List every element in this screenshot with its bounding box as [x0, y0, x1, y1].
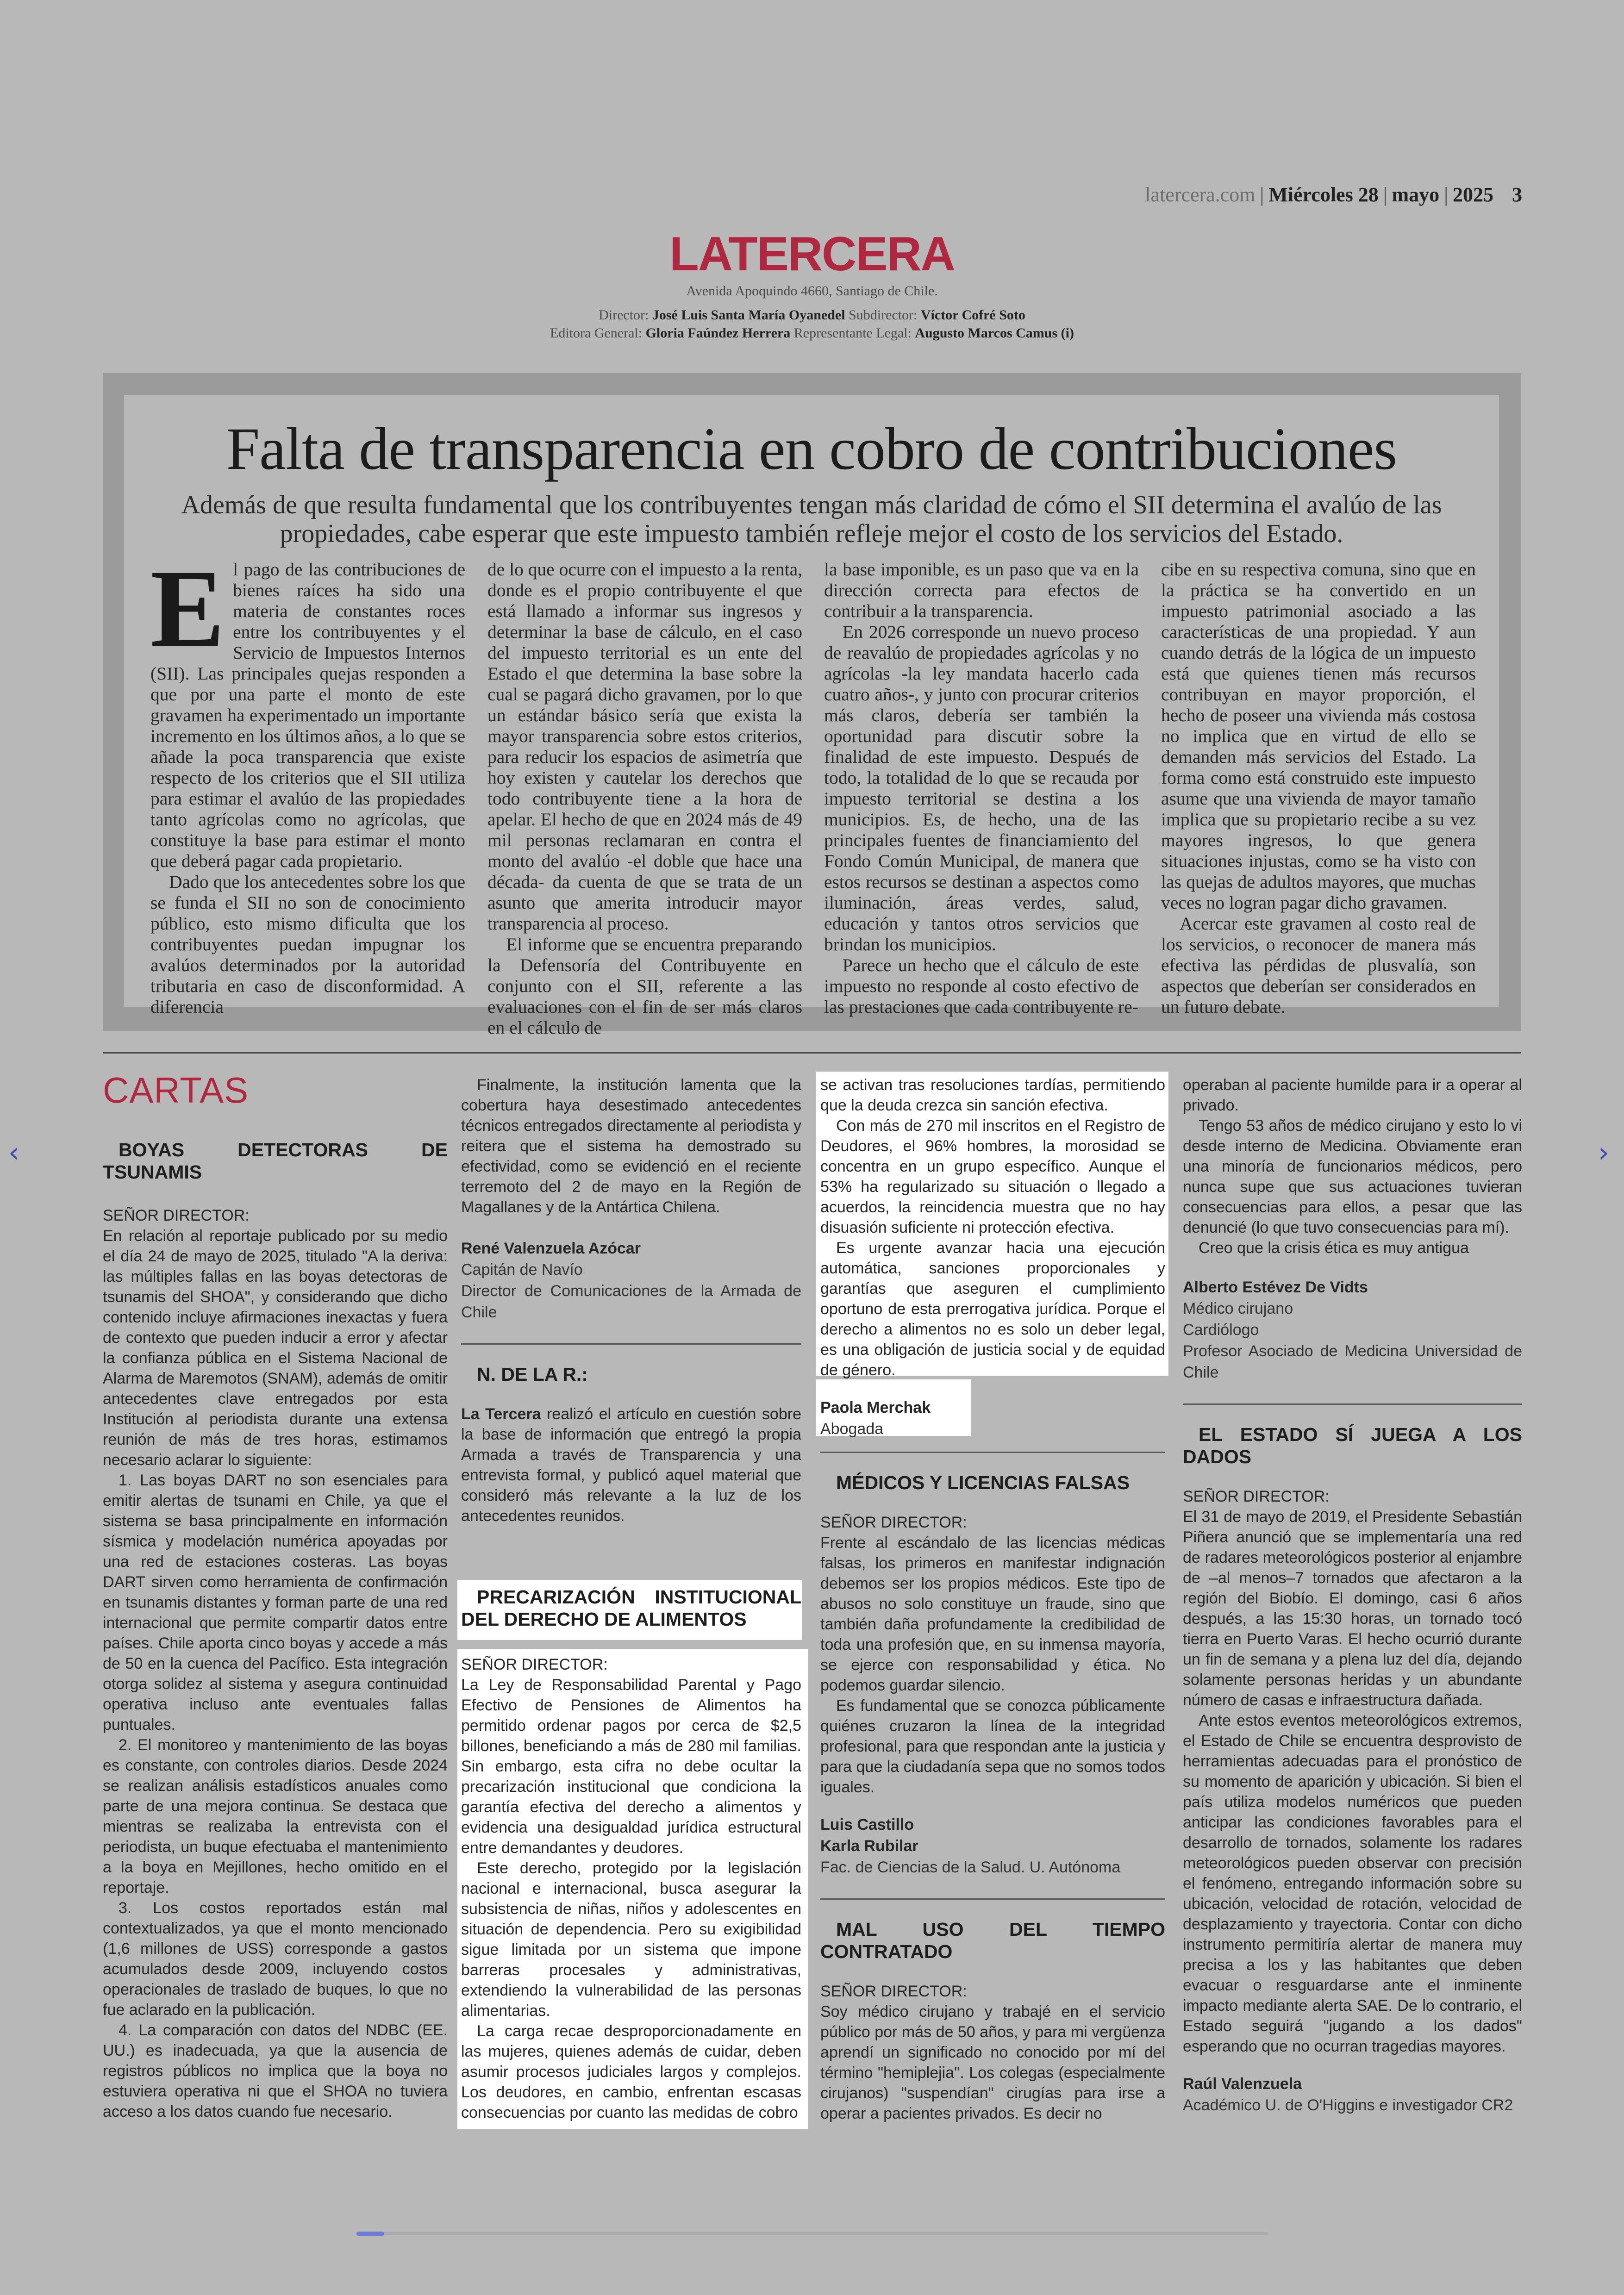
letter-paragraph: 3. Los costos reportados están mal contextualizados, ya que el monto mencionado (1,6 millones de USS) corresponde a gastos acumulados desde 2009, incluyendo costos operacionales de traslado de buques, lo que no fue aclarado en la publicación.: [103, 1899, 448, 2019]
signature-role: Académico U. de O'Higgins e investigador CR2: [1183, 2096, 1513, 2114]
drop-cap: E: [150, 547, 225, 670]
letters-column-2-lower: [461, 1579, 801, 2123]
letter-paragraph: Frente al escándalo de las licencias médicas falsas, los primeros en manifestar indignación debemos ser los propios médicos. Este tipo de abusos no solo constituye un fraude, sino que también daña profundamente la credibilidad de toda una profesión que, en su inmensa mayoría, se ejerce con responsabilidad y ética. No podemos guardar silencio.: [820, 1534, 1165, 1694]
salutation: SEÑOR DIRECTOR:: [820, 1983, 967, 2000]
letters-column-2: [461, 1075, 801, 1526]
editorial-paragraph: En 2026 corresponde un nuevo proceso de reavalúo de propiedades agrícolas y no agrícolas -la ley mandata hacerlo cada cuatro años-, y junto con procurar criterios más claros, debería ser también la oportunidad para discutir sobre la finalidad de este impuesto. Después de todo, la totalidad de lo que se recauda por impuesto territorial se destina a los municipios. Es, de hecho, una de las principales fuentes de financiamiento del Fondo Común Municipal, de manera que estos recursos se destinan a aspectos como iluminación, áreas verdes, salud, educación y tantos otros servicios que brindan los municipios.: [824, 622, 1139, 954]
signature: René Valenzuela Azócar: [461, 1240, 641, 1257]
letter-paragraph: Ante estos eventos meteorológicos extremos, el Estado de Chile se encuentra desprovisto de herramientas adecuadas para el pronóstico de su momento de aparición y ubicación. Si bien el país utiliza modelos numéricos que pueden anticipar las condiciones favorables para el desarrollo de tornados, solamente los radares meteorológicos pueden observar con precisión el fenómeno, entregando información sobre su ubicación, velocidad de rotación, velocidad de desplazamiento y trayectoria. Contar con dicho instrumento permitiría alertar de manera muy precisa a los y las habitantes que deben evacuar o resguardarse ante el inminente impacto mediante alerta SAE. De lo contrario, el Estado seguirá "jugando a los dados" esperando que no ocurran tragedias mayores.: [1183, 1712, 1522, 2055]
editorial-paragraph: Acercar este gravamen al costo real de los servicios, o reconocer de manera más efectiva las pérdidas de plusvalía, son aspectos que deberían ser considerados en un futuro debate.: [1161, 913, 1476, 1017]
letter-heading: MÉDICOS Y LICENCIAS FALSAS: [836, 1472, 1130, 1493]
letter-divider: [820, 1898, 1165, 1900]
signature: Karla Rubilar: [820, 1837, 918, 1855]
next-page-button[interactable]: ›: [1598, 1136, 1609, 1169]
salutation: SEÑOR DIRECTOR:: [103, 1207, 250, 1224]
letter-paragraph: operaban al paciente humilde para ir a operar al privado.: [1183, 1076, 1522, 1114]
letter-paragraph: Con más de 270 mil inscritos en el Registro de Deudores, el 96% hombres, la morosidad se concentra en un grupo específico. Aunque el 53% ha regularizado su situación o llegado a acuerdos, la reincidencia muestra que no hay disuasión suficiente ni protección efectiva.: [820, 1117, 1165, 1236]
letter-paragraph: Tengo 53 años de médico cirujano y esto lo vi desde interno de Medicina. Obviamente eran una minoría de funcionarios médicos, pero nunca supe que sus actuaciones tuvieran consecuencias para ellos, a pesar que las denuncié (lo que tuvo consecuencias para mí).: [1183, 1117, 1522, 1236]
letter-paragraph: se activan tras resoluciones tardías, permitiendo que la deuda crezca sin sanción efectiva.: [820, 1076, 1165, 1114]
letter-heading: MAL USO DEL TIEMPO CONTRATADO: [820, 1919, 1165, 1962]
letter-heading: N. DE LA R.:: [477, 1364, 588, 1385]
editor-note: La Tercera realizó el artículo en cuestión sobre la base de información que entregó la propia Armada a través de Transparencia y una entrevista formal, y publicó aquel material que consideró más relevante a la luz de los antecedentes reunidos.: [461, 1405, 801, 1525]
editorial-column-4: [1161, 559, 1476, 1017]
letter-paragraph: Creo que la crisis ética es muy antigua: [1199, 1239, 1469, 1257]
editorial-column-3: [824, 559, 1139, 1017]
letter-paragraph: Finalmente, la institución lamenta que la cobertura haya desestimado antecedentes técnicos entregados directamente al periodista y reitera que el sistema ha demostrado su efectividad, como se evidenció en el reciente terremoto del 2 de mayo en la Región de Magallanes y de la Antártica Chilena.: [461, 1076, 801, 1216]
prev-page-button[interactable]: ‹: [8, 1136, 19, 1169]
letter-paragraph: El 31 de mayo de 2019, el Presidente Sebastián Piñera anunció que se implementaría una red de radares meteorológicos posterior al enjambre de –al menos–7 tornados que afectaron a la región del Biobío. El domingo, casi 6 años después, a las 15:30 horas, un tornado tocó tierra en Puerto Varas. El hecho ocurrió durante un fin de semana y a plena luz del día, dejando solamente personas heridas y un abundante número de casas e infraestructura dañada.: [1183, 1508, 1522, 1709]
letter-paragraph: La carga recae desproporcionadamente en las mujeres, quienes además de cuidar, deben asumir procesos judiciales largos y complejos. Los deudores, en cambio, enfrentan escasas consecuencias por cuanto las medidas de cobro: [461, 2022, 801, 2121]
cartas-section-title: CARTAS: [103, 1070, 249, 1110]
letter-heading: EL ESTADO SÍ JUEGA A LOS DADOS: [1183, 1424, 1522, 1467]
page-header-line: latercera.com | Miércoles 28 | mayo | 2025 3: [1145, 183, 1522, 206]
horizontal-scrollbar[interactable]: [356, 2232, 1268, 2235]
signature-role: Director de Comunicaciones de la Armada de Chile: [461, 1282, 801, 1321]
editorial-paragraph: Dado que los antecedentes sobre los que se funda el SII no son de conocimiento público, esto mismo dificulta que los contribuyentes puedan impugnar los avalúos determinados por la autoridad tributaria en caso de disconformidad. A diferencia: [150, 872, 465, 1017]
salutation: SEÑOR DIRECTOR:: [820, 1514, 967, 1531]
section-divider: [103, 1052, 1521, 1054]
letter-paragraph: Es fundamental que se conozca públicamente quiénes cruzaron la línea de la integridad profesional, para que respondan ante la justicia y para que la ciudadanía sepa que no somos todos iguales.: [820, 1697, 1165, 1796]
date-year: 2025: [1453, 183, 1493, 206]
letter-paragraph: Soy médico cirujano y trabajé en el servicio público por más de 50 años, y para mi vergüenza aprendí un significado no conocido por mí del término "hemiplejia". Los colegas (especialmente cirujanos) "suspendían" cirugías para irse a operar a pacientes privados. Es decir no: [820, 2003, 1165, 2122]
signature-role: Fac. de Ciencias de la Salud. U. Autónoma: [820, 1858, 1121, 1876]
editorial-column-2: [487, 559, 803, 1038]
salutation: SEÑOR DIRECTOR:: [461, 1656, 608, 1673]
signature: Alberto Estévez De Vidts: [1183, 1278, 1368, 1296]
editorial-paragraph: Parece un hecho que el cálculo de este impuesto no responde al costo efectivo de las prestaciones que cada contribuyente re-: [824, 955, 1139, 1017]
scrollbar-thumb[interactable]: [356, 2232, 384, 2236]
letters-column-3: [820, 1075, 1165, 2124]
site-name: latercera.com: [1145, 183, 1255, 206]
editorial-column-1: [150, 547, 465, 1017]
letter-paragraph: 1. Las boyas DART no son esenciales para emitir alertas de tsunami en Chile, ya que el sistema se basa principalmente en información sísmica y modelación numérica apoyadas por una red de estaciones costeras. Las boyas DART sirven como herramienta de confirmación en tsunamis distantes y forman parte de una red internacional que permite compartir datos entre países. Chile aporta cinco boyas y accede a más de 50 en la cuenca del Pacífico. Esta integración otorga solidez al sistema y asegura continuidad operativa incluso ante eventuales fallas puntuales.: [103, 1472, 448, 1734]
editorial-paragraph: l pago de las contribuciones de bienes raíces ha sido una materia de constantes roces entre los contribuyentes y el Servicio de Impuestos Internos (SII). Las principales quejas responden a que por una parte el monto de este gravamen ha experimentado un importante incremento en los últimos años, a lo que se añade la poca transparencia que existe respecto de los criterios que el SII utiliza para estimar el avalúo de las propiedades tanto agrícolas como no agrícolas, que constituye la base para estimar el monto que deberá pagar cada propietario.: [150, 559, 465, 871]
masthead-address: Avenida Apoquindo 4660, Santiago de Chile.: [686, 283, 938, 299]
editorial-subtitle: Además de que resulta fundamental que los contribuyentes tengan más claridad de cómo el SII determina el avalúo de las propiedades, cabe esperar que este impuesto también refleje mejor el costo de los servicios del Estado.: [181, 491, 1442, 548]
editorial-paragraph: cibe en su respectiva comuna, sino que en la práctica se ha convertido en un impuesto patrimonial asociado a las características de una propiedad. Y aun cuando detrás de la lógica de un impuesto está que quienes tienen más recursos contribuyan en mayor proporción, el hecho de poseer una vivienda más costosa no implica que en virtud de ello se demanden más servicios del Estado. La forma como está construido este impuesto asume que una vivienda de mayor tamaño implica que su propietario recibe a su vez mayores ingresos, lo que genera situaciones injustas, como se ha visto con las quejas de adultos mayores, que muchas veces no logran pagar dicho gravamen.: [1161, 559, 1476, 913]
signature-role: Cardiólogo: [1183, 1321, 1259, 1339]
masthead-editors: Editora General: Gloria Faúndez Herrera Representante Legal: Augusto Marcos Camus (i): [550, 325, 1074, 341]
page-number: 3: [1512, 183, 1522, 206]
letter-paragraph: Este derecho, protegido por la legislación nacional e internacional, busca asegurar la subsistencia de niñas, niños y adolescentes en situación de dependencia. Pero su exigibilidad sigue limitada por un sistema que impone barreras procesales y administrativas, extendiendo la vulnerabilidad de las personas alimentarias.: [461, 1859, 801, 2020]
salutation: SEÑOR DIRECTOR:: [1183, 1488, 1330, 1505]
date-month: mayo: [1392, 183, 1440, 206]
date-day: Miércoles 28: [1268, 183, 1379, 206]
letters-column-4: [1183, 1075, 1522, 2116]
letter-heading: BOYAS DETECTORAS DE TSUNAMIS: [103, 1139, 448, 1183]
letter-divider: [1183, 1403, 1522, 1405]
signature: Luis Castillo: [820, 1816, 914, 1834]
letter-paragraph: 2. El monitoreo y mantenimiento de las boyas es constante, con controles diarios. Desde 2024 se realizan análisis estadísticos anuales como parte de una mejora continua. Se destaca que mientras se realizaba la entrevista con el periodista, un buque efectuaba el mantenimiento a la boya en Mejillones, hecho omitido en el reportaje.: [103, 1736, 448, 1896]
signature-role: Médico cirujano: [1183, 1300, 1293, 1317]
signature-role: Profesor Asociado de Medicina Universidad de Chile: [1183, 1342, 1522, 1381]
signature-role: Capitán de Navío: [461, 1261, 583, 1278]
letters-column-1: [103, 1139, 448, 2122]
signature: Raúl Valenzuela: [1183, 2075, 1302, 2093]
letter-paragraph: Es urgente avanzar hacia una ejecución automática, sanciones proporcionales y garantías que aseguren el cumplimiento oportuno de esta prerrogativa jurídica. Porque el derecho a alimentos no es solo un deber legal, es una obligación de justicia social y de equidad de género.: [820, 1239, 1165, 1379]
editorial-paragraph: de lo que ocurre con el impuesto a la renta, donde es el propio contribuyente el que está llamado a informar sus ingresos y determinar la base de cálculo, en el caso del impuesto territorial es un ente del Estado el que determina la base sobre la cual se pagará dicho gravamen, por lo que un estándar básico sería que exista la mayor transparencia sobre estos criterios, para reducir los espacios de asimetría que hoy existen y cautelar los derechos que todo contribuyente tiene a la hora de apelar. El hecho de que en 2024 más de 49 mil personas reclamaran en contra el monto del avalúo -el doble que hace una década- da cuenta de que se trata de un asunto que amerita introducir mayor transparencia al proceso.: [487, 559, 803, 934]
letter-paragraph: 4. La comparación con datos del NDBC (EE. UU.) es inadecuada, ya que la ausencia de registros públicos no implica que la boya no estuviera operativa ni que el SHOA no tuviera acceso a los datos cuando fue necesario.: [103, 2021, 448, 2120]
letter-divider: [461, 1343, 801, 1345]
signature-role: Abogada: [820, 1420, 884, 1438]
editorial-title: Falta de transparencia en cobro de contribuciones: [226, 416, 1397, 482]
masthead-directors: Director: José Luis Santa María Oyanedel Subdirector: Víctor Cofré Soto: [599, 307, 1025, 323]
editorial-paragraph: la base imponible, es un paso que va en la dirección correcta para efectos de contribuir a la transparencia.: [824, 559, 1139, 621]
letter-paragraph: La Ley de Responsabilidad Parental y Pago Efectivo de Pensiones de Alimentos ha permitido ordenar pagos por cerca de $2,5 billones, beneficiando a más de 280 mil familias. Sin embargo, esta cifra no debe ocultar la precarización institucional que condiciona la garantía efectiva del derecho a alimentos y evidencia una desigualdad jurídica estructural entre demandantes y deudores.: [461, 1676, 801, 1857]
newspaper-logo: LATERCERA: [669, 227, 955, 281]
letter-paragraph: En relación al reportaje publicado por su medio el día 24 de mayo de 2025, titulado "A la deriva: las múltiples fallas en las boyas detectoras de tsunamis del SHOA", y considerando que dicho contenido incluye afirmaciones inexactas y fuera de contexto que pueden inducir a error y afectar la confianza pública en el Sistema Nacional de Alarma de Maremotos (SNAM), además de omitir antecedentes clave entregados por esta Institución al periodista durante una extensa reunión de más de tres horas, estimamos necesario aclarar lo siguiente:: [103, 1227, 448, 1469]
letter-divider: [820, 1452, 1165, 1453]
signature: Paola Merchak: [820, 1399, 931, 1416]
letter-heading: PRECARIZACIÓN INSTITUCIONAL DEL DERECHO DE ALIMENTOS: [461, 1586, 801, 1630]
editorial-paragraph: El informe que se encuentra preparando la Defensoría del Contribuyente en conjunto con el SII, referente a las evaluaciones con el fin de ser más claros en el cálculo de: [487, 934, 802, 1038]
